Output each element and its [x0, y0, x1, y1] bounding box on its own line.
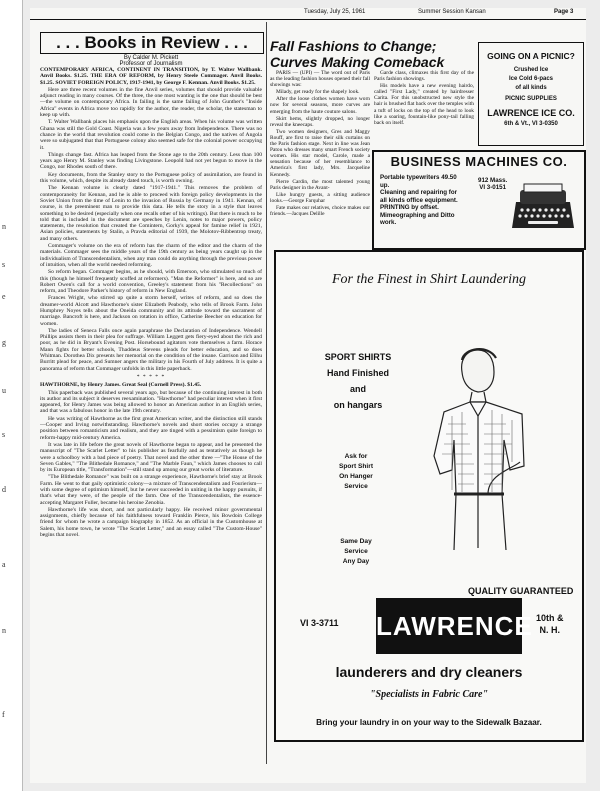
review-paragraph: CONTEMPORARY AFRICA, CONTINENT IN TRANSITION, by T. Walter Wallbank. Anvil Books. $1.25. THE ERA OF REFORM, by Henry Steele Commager. Anvil Books. $1.25. SOVIET FOREIGN POLICY, 1917-1941, by George F. Kennan. Anvil Books. $1.25. — [40, 67, 262, 86]
gutter-char: n — [2, 626, 6, 635]
laundry-address-1: 10th & — [536, 613, 564, 623]
business-line-6: Mimeographing and Ditto — [380, 211, 455, 219]
laundry-tagline: launderers and dry cleaners — [335, 664, 523, 680]
picnic-line: PICNIC SUPPLIES — [505, 96, 557, 102]
business-title: BUSINESS MACHINES CO. — [390, 154, 568, 169]
laundry-phone: VI 3-3711 — [300, 618, 339, 628]
review-paragraph: Hawthorne's life was short, and not particularly happy. He received minor governmental assignments, chiefly because of his faithfulness toward Franklin Pierce, his Bowdoin College friend for whom he wrote a campaign biography in 1852. As an official in the Customhouse at Salem, his home town, he wrote "The Scarlet Letter," and an essay called "The Custom-House" begins that novel. — [40, 506, 262, 539]
review-paragraph: "The Blithedale Romance" was built on a strange experience, Hawthorne's brief stay at Brook Farm. He went to that gaily optimistic colony—a mixture of Transcendentalism and Fourierism—with some degree of optimism himself, but he never succeeded in uniting in the happy pursuits, if that's what they were, of the people of the farm. One of the Transcendentalists, the essence-accepting Margaret Fuller, became his heroine Zenobia. — [40, 474, 262, 506]
business-line-2: up. — [380, 181, 390, 189]
laundry-address — [536, 612, 564, 636]
ask-line-1: Ask for — [344, 453, 368, 460]
fashion-paragraph: Pierre Cardin, the most talented young Paris designer in the Avant- — [270, 178, 370, 191]
picnic-heading: GOING ON A PICNIC? — [487, 51, 575, 61]
ask-line-2: Sport Shirt — [338, 463, 374, 470]
ask-line-3: On Hanger — [339, 473, 373, 480]
review-paragraph: It was late in life before the great novels of Hawthorne began to appear, and he presented the manuscript of "The Scarlet Letter" to his publisher as fearfully and as tentatively as though he were a schoolboy with a bad piece of poetry. That novel and the other three —"The House of the Seven Gables," "The Blithedale Romance," and "The Marble Faun," which James chooses to call by its European title, "Transformation"—still stand up among our great works of literature. — [40, 441, 262, 474]
review-paragraph: Here are three recent volumes in the fine Anvil series, volumes that should provide valuable adjunct reading in many courses. Of the three, the one most wanting is the one that should be best—the volume on contemporary Africa. In failing is the same failing of John Gunther's "Inside Africa" events in Africa move too rapidly for the author, the reader, the scholar, the statesman to keep up with. — [40, 86, 262, 119]
review-paragraph: The ladies of Seneca Falls once again paraphrase the Declaration of Independence. Wendell Phillips assists them in their plea for suffrage. William Leggett gets fiery-eyed about the rich and poor, as he did in Bryant's Evening Post. Horsebound agitators vote themselves a farm. Horace Mann fights for better schools, Thaddeus Stevens pleads for better education, and so does Whitman. Dorothea Dix presents her memorial on the condition of the insane. Garrison and Elihu Burritt plead for peace, and Sumner angers the military in his Fourth of July address. It is quite a panorama of reform that Commager unfolds in this little paperback. — [40, 327, 262, 372]
header-paper: Summer Session Kansan — [418, 9, 486, 15]
gutter-char: s — [2, 260, 6, 269]
laundry-address-2: N. H. — [539, 625, 561, 635]
review-paragraph: Frances Wright, who stirred up quite a storm herself, writes of reform, and so does the dreamer-world Alcott and Hawthorne's sister Elizabeth Peabody, who tells of Brook Farm. John Humphrey Noyes tells about the Oneida community and its attitude toward the sacrament of marriage. Bancroft is here, and Jackson on rotation in office, Catherine Beecher on education for women. — [40, 295, 262, 327]
header-date: Tuesday, July 25, 1961 — [304, 9, 366, 15]
gutter-char: g — [2, 338, 6, 347]
business-machines-ad — [372, 150, 586, 250]
shirt-man-illustration — [426, 344, 546, 556]
review-paragraph: So reform began. Commager begins, as he should, with Emerson, who stimulated so much of this (though he himself frequently scoffed at reformers). "Man the Reformer" is here, and so are Robert Owen's call for a world convention, Greeley's statement from his "Recollections" on reform, and Theodore Parker's history of reform in New England. — [40, 269, 262, 295]
laundry-heading: For the Finest in Shirt Laundering — [331, 272, 527, 287]
big-line-1: SPORT SHIRTS — [324, 352, 392, 362]
fashion-headline — [270, 38, 476, 70]
laundry-slogan: "Specialists in Fabric Care" — [369, 689, 489, 700]
review-paragraph: T. Walter Wallbank places his emphasis upon the English areas. When his volume was written Ghana was still the Gold Coast. Nigeria was a few years away from Independence. There was no chance in the world that revolution could come in the Belgian Congo, and the natives of Angola were so subjugated that that Portuguese colony also seemed safe for the colonial power occupying it. — [40, 119, 262, 151]
business-line-7: work. — [380, 219, 397, 226]
fashion-headline-line2: Curves Making Comeback — [270, 54, 445, 70]
business-line-1: Portable typewriters 49.50 — [380, 174, 457, 181]
fashion-paragraph: After the loose clothes women have worn now for several seasons, more curves are emerging from the haute couture salons. — [270, 96, 370, 115]
same-day-line-1: Same Day — [340, 538, 372, 545]
sport-shirts-block — [298, 349, 418, 413]
typewriter-icon — [508, 180, 578, 238]
same-day-line-3: Any Day — [342, 558, 370, 565]
fashion-paragraph: His models have a new evening hairdo, called "First Lady," created by hairdresser Carita. For this unobstructed new style the hair is brushed flat back over the temples with a tuft of locks on the top of the head to look like a soaring, fountain-like pony-tail falling back on itself. — [374, 83, 474, 126]
page-header — [300, 8, 586, 18]
gutter-char: a — [2, 560, 6, 569]
gutter-char: e — [2, 292, 6, 301]
review-paragraph: This paperback was published several years ago, but because of the continuing interest in both its author and its subject it deserves reexamination. "Hawthorne" had peculiar interest when it first appeared, for Henry James was being allowed to honor an American author in an English series, and that was a fabulous honor in the late 19th century. — [40, 389, 262, 415]
big-line-2: Hand Finished — [326, 368, 389, 378]
big-line-4: on hangars — [333, 400, 383, 410]
big-line-3: and — [349, 384, 366, 394]
fashion-paragraph: Garde class, climaxes this first day of the Paris fashion showings. — [374, 70, 474, 83]
gutter-char: d — [2, 485, 6, 494]
lawrence-logo: LAWRENCE — [376, 598, 522, 654]
section-divider: * * * * * — [136, 373, 166, 380]
gutter-char: f — [2, 710, 5, 719]
ask-for-block — [296, 452, 416, 492]
review-paragraph: Key documents, from the Stanley story to the Portuguese policy of assimilation, are found in this volume, which, despite its already dated touch, is worth owning. — [40, 171, 262, 185]
fashion-paragraph: Like hungry guests, a sitting audience looks.—George Farquhar — [270, 191, 370, 204]
review-paragraph: HAWTHORNE, by Henry James. Great Seal (Cornell Press). $1.45. — [40, 382, 202, 389]
books-review-body — [40, 67, 262, 763]
fashion-paragraph: Milady, get ready for the shapely look. — [276, 89, 360, 96]
business-address: 912 Mass. — [478, 177, 508, 184]
fashion-column-1 — [270, 70, 370, 248]
business-address-block — [478, 177, 507, 191]
books-review-title: . . . Books in Review . . . — [40, 32, 264, 54]
business-line-5: PRINTING by offset. — [380, 204, 439, 211]
previous-page-gutter — [0, 0, 23, 791]
ask-line-4: Service — [344, 483, 368, 490]
column-rule — [266, 22, 267, 764]
gutter-char: u — [2, 386, 6, 395]
byline-author: By Calder M. Pickett — [123, 55, 179, 61]
byline-role: Professor of Journalism — [119, 61, 183, 67]
picnic-line: of all kinds — [515, 85, 547, 91]
same-day-line-2: Service — [344, 548, 368, 555]
picnic-company: LAWRENCE ICE CO. — [487, 108, 575, 118]
review-paragraph: He was writing of Hawthorne as the first great American writer, and the distinction still stands—Cooper and Irving notwithstanding. Hawthorne's novels and short stories occupy a strange position between romanticism and realism, and they are tinged with a pessimism quite foreign to reform-happy mid-century America. — [40, 415, 262, 441]
lawrence-laundry-ad — [274, 250, 584, 742]
review-paragraph: Commager's volume on the era of reform has the charm of the editor and the charm of the materials. Commager sees the middle years of the 19th century as being years caught up in the individualism of Transcendentalism, when any man could do anything through the previous power of intuition, when all the world needed reforming. — [40, 243, 262, 268]
picnic-line: Crushed Ice — [513, 67, 549, 73]
gutter-char: n — [2, 222, 6, 231]
picnic-ad — [478, 42, 584, 146]
business-line-3: Cleaning and repairing for — [380, 189, 458, 196]
header-rule — [30, 19, 586, 20]
fashion-paragraph: PARIS — (UPI) — The word out of Paris as the leading fashion houses opened their fall showings was: — [270, 70, 370, 89]
business-phone: VI 3-0151 — [479, 184, 507, 191]
review-paragraph: Things change fast. Africa has leaped from the Stone age to the 20th century. Less than 100 years ago Henry M. Stanley was finding Livingstone. Leopold had not yet begun to move in the Congo, nor Rhodes south of there. — [40, 151, 262, 171]
business-line — [380, 174, 458, 227]
fashion-paragraph: Skirt hems, slightly dropped, no longer reveal the kneecaps. — [270, 115, 370, 128]
quality-guaranteed: QUALITY GUARANTEED — [468, 586, 574, 596]
picnic-line: Ice Cold 6-pacs — [508, 76, 553, 82]
business-line-4: all kinds office equipment. — [380, 196, 458, 204]
laundry-bottom-line: Bring your laundry in on your way to the Sidewalk Bazaar. — [316, 718, 542, 727]
same-day-block — [296, 537, 416, 567]
fashion-headline-line1: Fall Fashions to Change; — [270, 38, 437, 54]
fashion-paragraph: Two women designers, Gres and Maggy Rouff, are first to raise their silk curtains on the Paris fashion stage. Next in line was Jean Patou who dresses many smart French society women. His star model, Carole, made a sensation because of her resemblance to America's first lady, Mrs. Jacqueline Kennedy. — [270, 128, 370, 178]
header-page: Page 3 — [554, 9, 574, 15]
review-paragraph: The Kennan volume is clearly dated "1917-1941." This removes the problem of contemporaneity for Kennan, and he is able to proceed with foreign policy developments in the Soviet Union from the time of Lenin to the invasion of Russia by Germany in 1941. Kennan, of course, is the preeminent man to provide this data. He tells the story in a style that leaves something to be desired (especially when one recalls other of his writings). But there is much to be told that is included in the document are speeches by Lenin, notes to major powers, policy statements, the resolution that created the Comintern, Gorky's appeal for famine relief in 1921, Asian policies, statements by Stalin, a Pravda editorial of 1939, the Molotov-Ribbentrop treaty, and many others. — [40, 185, 262, 242]
picnic-address: 6th & Vt., VI 3-0350 — [504, 121, 558, 127]
fashion-paragraph: Fate makes our relatives, choice makes our friends.—Jacques Delille — [270, 204, 370, 218]
gutter-char: s — [2, 430, 6, 439]
